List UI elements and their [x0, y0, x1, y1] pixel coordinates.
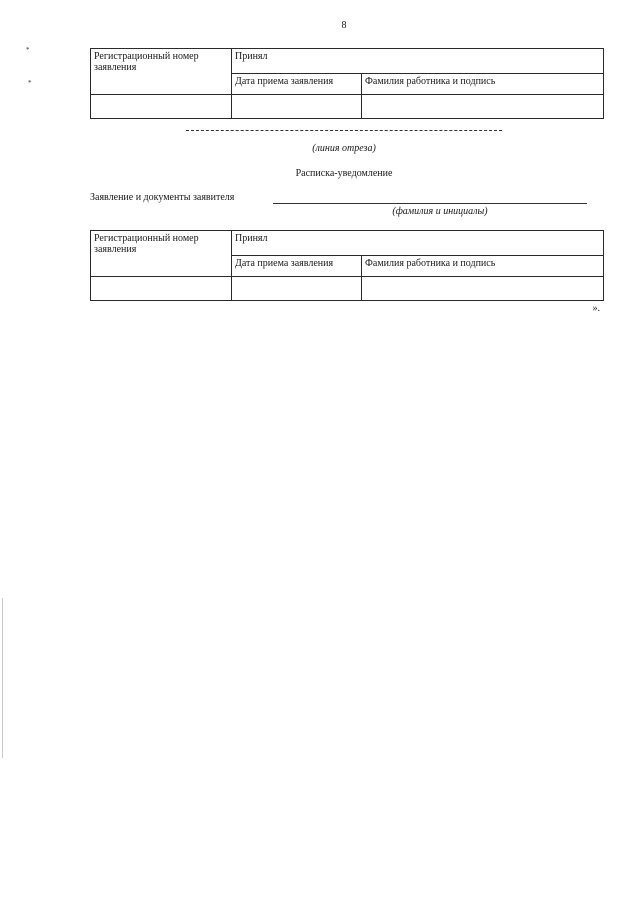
accepted-header: Принял — [232, 231, 604, 256]
accepted-header: Принял — [232, 49, 604, 74]
reg-number-header: Регистрационный номер заявления — [91, 49, 232, 95]
scan-mark: * — [26, 46, 30, 54]
receipt-title: Расписка-уведомление — [295, 168, 393, 179]
cut-line-caption: (линия отреза) — [312, 143, 376, 154]
date-cell[interactable] — [232, 95, 362, 119]
applicant-underline — [273, 203, 587, 204]
margin-rule — [2, 598, 3, 758]
date-header: Дата приема заявления — [232, 256, 362, 277]
registration-table-bottom — [90, 230, 604, 301]
applicant-caption: (фамилия и инициалы) — [392, 206, 488, 217]
applicant-label: Заявление и документы заявителя — [90, 192, 235, 203]
page-number: 8 — [341, 20, 347, 31]
registration-table-top — [90, 48, 604, 119]
closing-quote: ». — [592, 303, 600, 314]
employee-signature-cell[interactable] — [362, 95, 604, 119]
scan-mark: * — [28, 79, 32, 87]
employee-header: Фамилия работника и подпись — [362, 74, 604, 95]
date-cell[interactable] — [232, 277, 362, 301]
employee-signature-cell[interactable] — [362, 277, 604, 301]
cut-line — [186, 130, 502, 131]
employee-header: Фамилия работника и подпись — [362, 256, 604, 277]
reg-number-cell[interactable] — [91, 95, 232, 119]
reg-number-cell[interactable] — [91, 277, 232, 301]
reg-number-header: Регистрационный номер заявления — [91, 231, 232, 277]
date-header: Дата приема заявления — [232, 74, 362, 95]
applicant-line — [90, 192, 590, 203]
